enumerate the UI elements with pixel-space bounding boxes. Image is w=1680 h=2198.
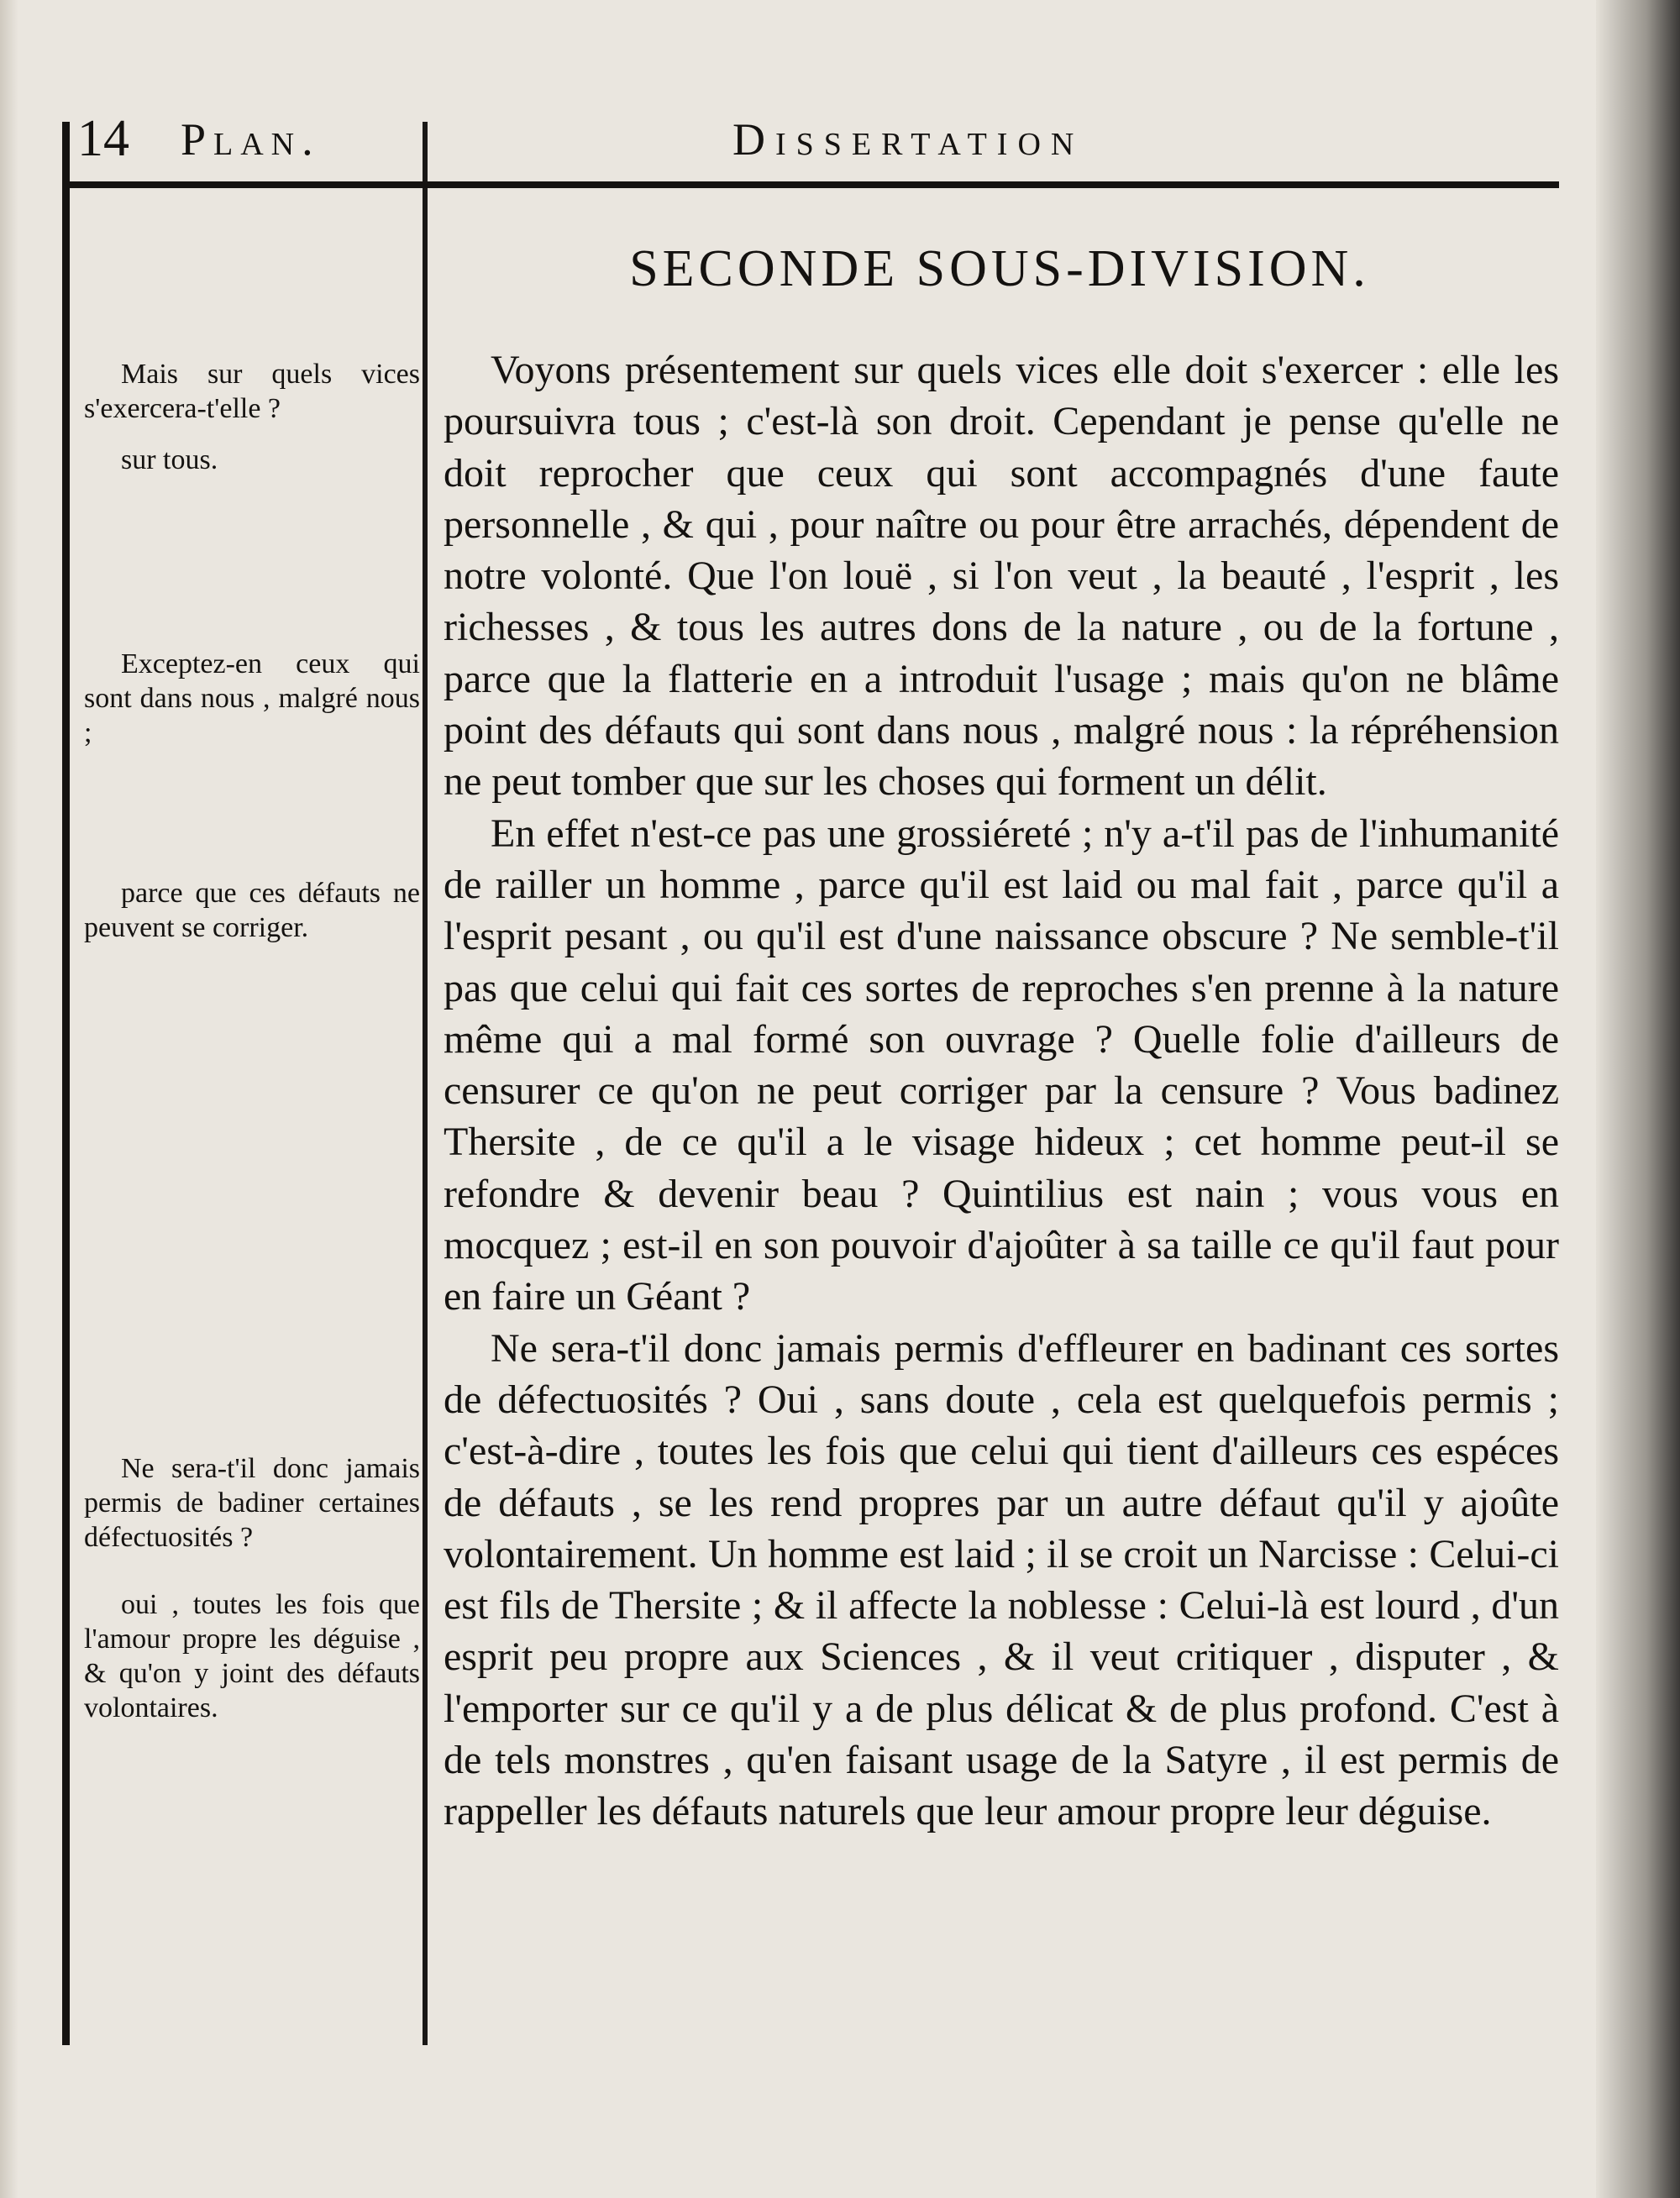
running-title: Dissertation [732,114,1084,165]
marginal-note-text: Ne sera-t'il donc jamais permis de badiner certaines défectuosités ? [84,1453,420,1553]
paragraph: Voyons présentement sur quels vices elle doit s'exercer : elle les poursuivra tous ; c'est-là son droit. Cependant je pense qu'elle ne doit reprocher que ceux qui sont accompagnés d'une faute personnelle , & qui , pour naître ou pour être arrachés, dépendent de notre volonté. Que l'on louë , si l'on veut , la beauté , l'esprit , les richesses , & tous les autres dons de la nature , ou de la fortune , parce que la flatterie en a introduit l'usage ; mais qu'on ne blâme point des défauts qui sont dans nous , malgré nous : la répréhension ne peut tomber que sur les choses qui forment un délit. [444,348,1559,805]
paragraph: En effet n'est-ce pas une grossiéreté ; n'y a-t'il pas de l'inhumanité de railler un homme , parce qu'il est laid ou mal fait , parce qu'il a l'esprit pesant , ou qu'il est d'une naissance obscure ? Ne semble-t'il pas que celui qui fait ces sortes de reproches s'en prenne à la nature même qui a mal formé son ouvrage ? Quelle folie d'ailleurs de censurer ce qu'on ne peut corriger par la censure ? Vous badinez Thersite , de ce qu'il a le visage hideux ; cet homme peut-il se refondre & devenir beau ? Quintilius est nain ; vous vous en mocquez ; est-il en son pouvoir d'ajoûter à sa taille ce qu'il faut pour en faire un Géant ? [444,810,1559,1319]
page-gutter [0,0,18,2198]
marginal-note-text: parce que ces défauts ne peuvent se corriger. [84,878,420,943]
marginal-note-text: Exceptez-en ceux qui sont dans nous , malgré nous ; [84,648,420,748]
marginal-note-text: sur tous. [121,444,218,475]
left-vertical-rule [62,122,70,2045]
margin-vertical-rule [423,122,428,2045]
left-running-title: Plan. [181,114,321,165]
header-rule [62,181,1559,188]
page-edge-shadow [1596,0,1680,2198]
marginal-note [84,357,420,426]
marginal-note-text: Mais sur quels vices s'exercera-t'elle ? [84,359,420,424]
marginal-note-text: oui , toutes les fois que l'amour propre les déguise , & qu'on y joint des défauts volontaires. [84,1589,420,1723]
paragraph: Ne sera-t'il donc jamais permis d'effleurer en badinant ces sortes de défectuosités ? Oui , sans doute , cela est quelquefois permis ; c'est-à-dire , toutes les fois que celui qui tient d'ailleurs ces espéces de défauts , se les rend propres par un autre défaut qu'il y ajoûte volontairement. Un homme est laid ; il se croit un Narcisse : Celui-ci est fils de Thersite ; & il affecte la noblesse : Celui-là est lourd , d'un esprit peu propre aux Sciences , & il veut critiquer , disputer , & l'emporter sur ce qu'il y a de plus délicat & de plus profond. C'est à de tels monstres , qu'en faisant usage de la Satyre , il est permis de rappeller les défauts naturels que leur amour propre leur déguise. [444,1325,1559,1834]
page-number: 14 [77,110,129,167]
marginal-note [84,876,420,945]
marginal-note [84,443,420,477]
marginal-note [84,1587,420,1725]
marginal-note [84,1451,420,1555]
section-heading: SECONDE SOUS-DIVISION. [629,240,1370,297]
marginal-note [84,647,420,750]
main-text [444,344,1559,1838]
